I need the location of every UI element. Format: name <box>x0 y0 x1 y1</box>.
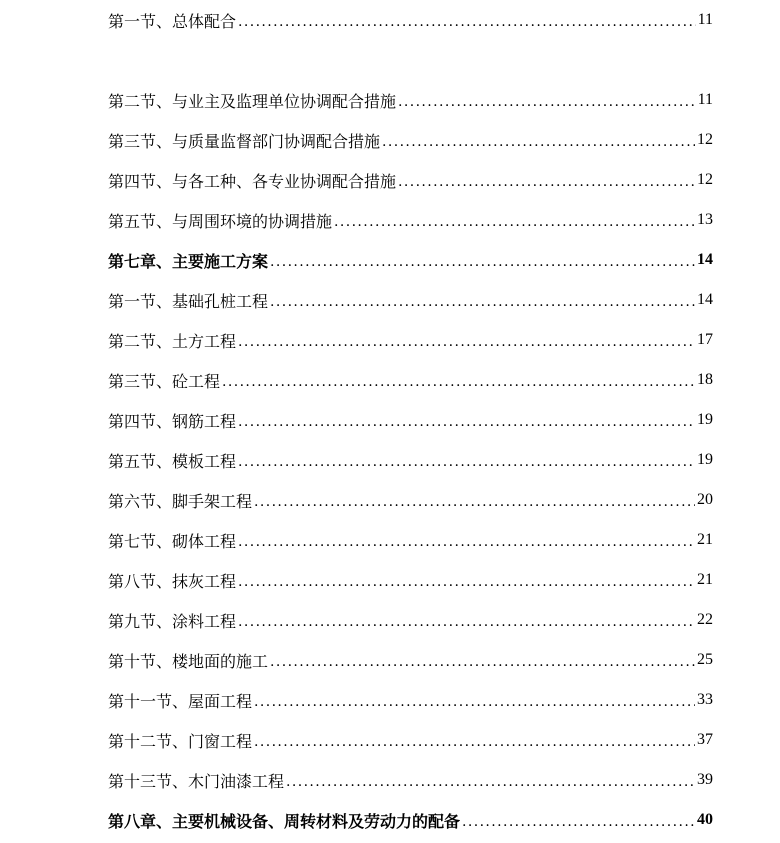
toc-page-number: 25 <box>697 651 713 668</box>
toc-dot-leader <box>270 291 695 309</box>
toc-page-number: 11 <box>697 11 713 28</box>
toc-entry-section-2-earthwork[interactable] <box>108 320 713 360</box>
toc-entry-section-3-concrete[interactable] <box>108 360 713 400</box>
toc-dot-leader <box>238 411 695 429</box>
toc-entry-section-4-trades[interactable] <box>108 160 713 200</box>
toc-entry-section-7-masonry[interactable] <box>108 520 713 560</box>
toc-page-number: 21 <box>697 531 713 548</box>
toc-entry-chapter-7-construction-plan[interactable] <box>108 240 713 280</box>
toc-dot-leader <box>462 811 695 829</box>
table-of-contents <box>108 0 713 840</box>
toc-dot-leader <box>238 531 695 549</box>
toc-entry-title: 第十三节、木门油漆工程 <box>108 771 285 791</box>
toc-page-number: 40 <box>697 811 713 828</box>
toc-entry-title: 第四节、与各工种、各专业协调配合措施 <box>108 171 397 191</box>
toc-page-number: 19 <box>697 451 713 468</box>
toc-entry-title: 第十一节、屋面工程 <box>108 691 253 711</box>
toc-entry-title: 第九节、涂料工程 <box>108 611 237 631</box>
toc-entry-section-10-flooring[interactable] <box>108 640 713 680</box>
toc-page-number: 14 <box>697 251 713 268</box>
toc-entry-title: 第五节、与周围环境的协调措施 <box>108 211 333 231</box>
toc-page-number: 22 <box>697 611 713 628</box>
toc-entry-title: 第五节、模板工程 <box>108 451 237 471</box>
toc-page-number: 19 <box>697 411 713 428</box>
toc-dot-leader <box>286 771 695 789</box>
toc-page-number: 14 <box>697 291 713 308</box>
toc-entry-title: 第二节、与业主及监理单位协调配合措施 <box>108 91 397 111</box>
toc-entry-section-5-formwork[interactable] <box>108 440 713 480</box>
toc-dot-leader <box>398 171 695 189</box>
toc-entry-section-8-plastering[interactable] <box>108 560 713 600</box>
toc-page-number: 39 <box>697 771 713 788</box>
toc-entry-title: 第八节、抹灰工程 <box>108 571 237 591</box>
toc-dot-leader <box>270 651 695 669</box>
toc-entry-title: 第一节、基础孔桩工程 <box>108 291 269 311</box>
toc-entry-title: 第四节、钢筋工程 <box>108 411 237 431</box>
toc-dot-leader <box>238 331 695 349</box>
toc-entry-section-11-roofing[interactable] <box>108 680 713 720</box>
toc-page-number: 17 <box>697 331 713 348</box>
toc-page-number: 33 <box>697 691 713 708</box>
toc-dot-leader <box>238 451 695 469</box>
toc-page-number: 21 <box>697 571 713 588</box>
toc-entry-section-1-overall[interactable] <box>108 0 713 40</box>
toc-entry-section-2-owner-supervisor[interactable] <box>108 80 713 120</box>
toc-entry-chapter-8-equipment-materials-labor[interactable] <box>108 800 713 840</box>
toc-dot-leader <box>238 611 695 629</box>
toc-entry-title: 第十二节、门窗工程 <box>108 731 253 751</box>
toc-dot-leader <box>254 491 695 509</box>
toc-dot-leader <box>238 11 696 29</box>
toc-entry-section-5-environment[interactable] <box>108 200 713 240</box>
toc-page-number: 18 <box>697 371 713 388</box>
toc-page-number: 11 <box>697 91 713 108</box>
toc-entry-title: 第三节、与质量监督部门协调配合措施 <box>108 131 381 151</box>
toc-page-number: 37 <box>697 731 713 748</box>
toc-page-number: 12 <box>697 171 713 188</box>
toc-entry-section-3-quality-dept[interactable] <box>108 120 713 160</box>
toc-entry-section-13-wood-door-paint[interactable] <box>108 760 713 800</box>
toc-entry-title: 第三节、砼工程 <box>108 371 221 391</box>
toc-dot-leader <box>270 251 695 269</box>
toc-entry-title: 第十节、楼地面的施工 <box>108 651 269 671</box>
toc-entry-section-6-scaffolding[interactable] <box>108 480 713 520</box>
toc-page-number: 13 <box>697 211 713 228</box>
toc-entry-title: 第六节、脚手架工程 <box>108 491 253 511</box>
toc-dot-leader <box>222 371 695 389</box>
toc-dot-leader <box>238 571 695 589</box>
toc-entry-section-1-pile-foundation[interactable] <box>108 280 713 320</box>
toc-entry-section-9-coating[interactable] <box>108 600 713 640</box>
toc-page-number: 20 <box>697 491 713 508</box>
toc-dot-leader <box>398 91 696 109</box>
toc-entry-title: 第一节、总体配合 <box>108 11 237 31</box>
toc-page-number: 12 <box>697 131 713 148</box>
toc-dot-leader <box>254 731 695 749</box>
toc-entry-section-4-rebar[interactable] <box>108 400 713 440</box>
toc-entry-title: 第七章、主要施工方案 <box>108 251 269 271</box>
toc-dot-leader <box>254 691 695 709</box>
toc-entry-title: 第二节、土方工程 <box>108 331 237 351</box>
toc-dot-leader <box>334 211 695 229</box>
toc-entry-title: 第七节、砌体工程 <box>108 531 237 551</box>
toc-entry-section-12-doors-windows[interactable] <box>108 720 713 760</box>
toc-entry-title: 第八章、主要机械设备、周转材料及劳动力的配备 <box>108 811 461 831</box>
toc-dot-leader <box>382 131 695 149</box>
